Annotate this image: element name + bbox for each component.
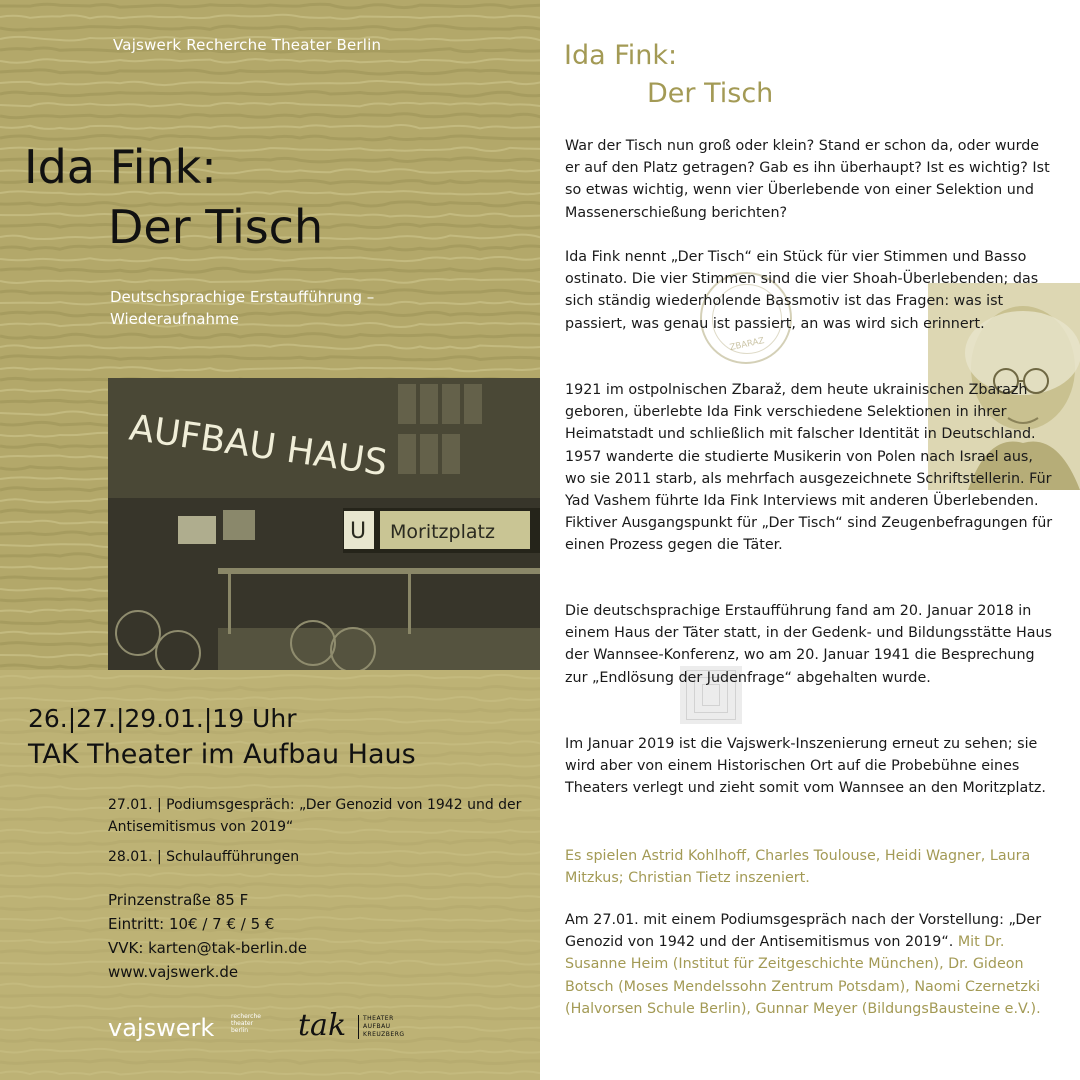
vajswerk-sub-2: theater [231, 1020, 254, 1027]
tak-sub-2: AUFBAU [363, 1023, 391, 1030]
texture-wave [0, 367, 540, 371]
address-block [108, 888, 307, 984]
paragraph-biography: 1921 im ostpolnischen Zbaraž, dem heute ukrainischen Zbarazh geboren, überlebte Ida Fink verschiedene Selektionen in ihrer Heimatstadt und schließlich mit falscher Identität in Deutschland. 1957 wanderte die studierte Musikerin von Polen nach Israel aus, wo sie 2011 starb, als mehrfach ausgezeichnete Schriftstellerin. Für Yad Vashem führte Ida Fink Interviews mit anderen Überlebenden. Fiktiver Ausgangspunkt für „Der Tisch“ sind Zeugenbefragungen für einen Prozess gegen die Täter. [565, 382, 1053, 554]
event-schools: 28.01. | Schulaufführungen [108, 849, 300, 865]
photo-sign-main: AUFBAU HAUS [126, 407, 390, 485]
performance-dates: 26.|27.|29.01.|19 Uhr [28, 704, 297, 733]
paragraph-revival: Im Januar 2019 ist die Vajswerk-Inszenierung erneut zu sehen; sie wird aber von einem Historischen Ort auf die Probebühne eines Theaters verlegt und zieht somit vom Wannsee an den Moritzplatz. [565, 736, 1046, 797]
stamp-text: ZBARAZ [728, 336, 766, 354]
venue-name: TAK Theater im Aufbau Haus [28, 739, 416, 770]
texture-wave [0, 70, 540, 74]
texture-wave [0, 114, 540, 118]
texture-wave [0, 103, 540, 106]
tak-logo-sub [358, 1015, 405, 1039]
texture-wave [0, 345, 540, 349]
right-title-line-1: Ida Fink: [564, 40, 678, 71]
photo-sign-u: U [350, 519, 367, 544]
paragraph-basso-ostinato: Ida Fink nennt „Der Tisch“ ein Stück für vier Stimmen und Basso ostinato. Die vier Stimmen sind die vier Shoah-Überlebenden; das sich ständig wiederholende Bassmotiv ist das Fragen: was ist passiert, was genau ist passiert, an was wird sich erinnert. [565, 249, 1039, 332]
texture-wave [0, 268, 540, 272]
vajswerk-sub-1: recherche [231, 1013, 261, 1020]
subtitle: Deutschsprachige Erstaufführung – Wiederaufnahme [110, 288, 375, 328]
title-line-1: Ida Fink: [24, 140, 217, 194]
paragraph-questions: War der Tisch nun groß oder klein? Stand er schon da, oder wurde er auf den Platz getragen? Gab es ihn überhaupt? Ist es wichtig? Ist so etwas wichtig, wenn vier Überlebende von einer Selektion und Massenerschießung berichten? [565, 138, 1050, 221]
podium-intro: Am 27.01. mit einem Podiumsgespräch nach der Vorstellung: „Der Genozid von 1942 und der Antisemitismus von 2019“. [565, 912, 1042, 951]
texture-wave [0, 92, 540, 97]
photo-sign-station: Moritzplatz [390, 521, 495, 543]
texture-wave [0, 15, 540, 19]
texture-wave [0, 356, 540, 360]
right-title-line-2: Der Tisch [647, 78, 774, 109]
texture-wave [0, 334, 540, 339]
texture-wave [0, 81, 540, 85]
vajswerk-sub-3: berlin [231, 1027, 249, 1034]
tak-sub-3: KREUZBERG [363, 1031, 405, 1038]
texture-wave [0, 59, 540, 63]
right-panel [540, 0, 1080, 1080]
texture-wave [0, 26, 540, 30]
vajswerk-logo-sub [231, 1013, 261, 1034]
organizer-name: Vajswerk Recherche Theater Berlin [113, 36, 382, 54]
tak-sub-1: THEATER [363, 1015, 394, 1022]
address-website[interactable]: www.vajswerk.de [108, 963, 239, 981]
texture-wave [0, 125, 540, 129]
photo-illustration [108, 378, 540, 670]
tak-logo: tak [298, 1008, 347, 1043]
event-podium: 27.01. | Podiumsgespräch: „Der Genozid von 1942 und der Antisemitismus von 2019“ [108, 797, 522, 835]
address-tickets[interactable]: VVK: karten@tak-berlin.de [108, 939, 308, 957]
paragraph-cast: Es spielen Astrid Kohlhoff, Charles Toulouse, Heidi Wagner, Laura Mitzkus; Christian Tietz inszeniert. [565, 848, 1031, 887]
texture-wave [0, 257, 540, 261]
paragraph-premiere: Die deutschsprachige Erstaufführung fand am 20. Januar 2018 in einem Haus der Täter statt, in der Gedenk- und Bildungsstätte Haus der Wannsee-Konferenz, wo am 20. Januar 1941 die Besprechung zur „Endlösung der Judenfrage“ abgehalten wurde. [565, 603, 1052, 686]
title-line-2: Der Tisch [108, 200, 324, 254]
texture-wave [0, 4, 540, 8]
vajswerk-logo: vajswerk [108, 1014, 215, 1042]
podium-guests: Mit Dr. Susanne Heim (Institut für Zeitgeschichte München), Dr. Gideon Botsch (Moses Mendelssohn Zentrum Potsdam), Naomi Czernetzki (Halvorsen Schule Berlin), Gunnar Meyer (BildungsBausteine e.V.). [565, 934, 1041, 1017]
texture-wave [0, 279, 540, 283]
paragraph-podium [565, 909, 1055, 1020]
address-street: Prinzenstraße 85 F [108, 891, 249, 909]
aufbau-haus-photo [108, 378, 540, 670]
address-price: Eintritt: 10€ / 7 € / 5 € [108, 915, 275, 933]
